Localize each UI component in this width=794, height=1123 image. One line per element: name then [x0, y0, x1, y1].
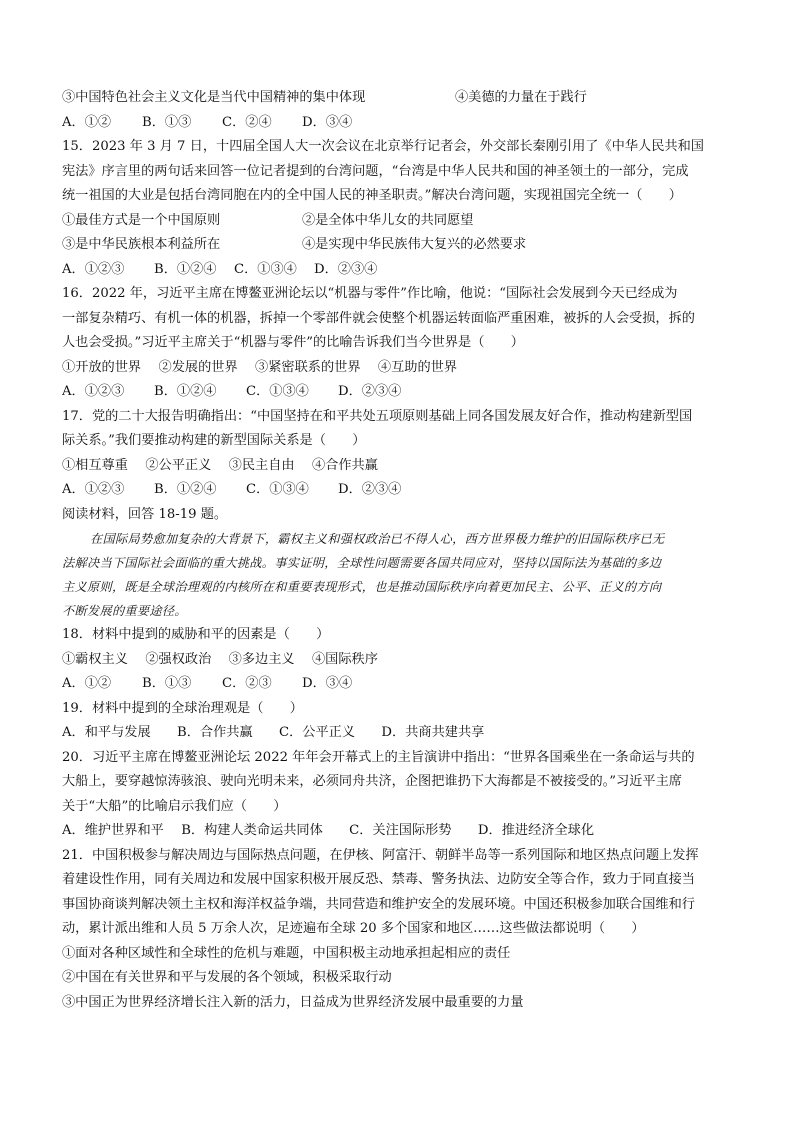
q20-stem-line-3: 关于“大船”的比喻启示我们应（ ） — [62, 798, 287, 814]
q15-option-b[interactable]: B．①②④ — [154, 261, 217, 277]
q18-option-b[interactable]: B．①③ — [142, 676, 192, 691]
q16-option-c[interactable]: C．①③④ — [246, 384, 309, 399]
q16-stem-line-1: 16．2022 年，习近平主席在博鳌亚洲论坛以“机器与零件”作比喻，他说：“国际社会发展到今天已经成为 — [62, 286, 678, 301]
q17-option-b[interactable]: B．①②④ — [154, 482, 217, 497]
q17-stem-line-2: 际关系。”我们要推动构建的新型国际关系是（ ） — [62, 433, 366, 448]
q15-stmt-3: ③是中华民族根本利益所在 — [62, 237, 221, 252]
q14-stmt-4: ④美德的力量在于践行 — [455, 90, 587, 105]
q21-stem-line-1: 21．中国积极参与解决周边与国际热点问题，在伊核、阿富汗、朝鲜半岛等一系列国际和地区热点问题上发挥 — [62, 847, 699, 863]
q21-stmt-3: ③中国正为世界经济增长注入新的活力，日益成为世界经济发展中最重要的力量 — [62, 994, 524, 1010]
q18-option-a[interactable]: A．①② — [62, 676, 112, 691]
q17-option-d[interactable]: D．②③④ — [338, 482, 402, 497]
q15-option-c[interactable]: C．①③④ — [234, 261, 297, 277]
q15-stem-line-3: 统一祖国的大业是包括台湾同胞在内的全中国人民的神圣职责。”解决台湾问题，实现祖国完全统一（ ） — [62, 188, 682, 203]
q19-stem: 19．材料中提到的全球治理观是（ ） — [62, 700, 303, 716]
q15-options — [62, 258, 752, 283]
q18-option-d[interactable]: D．③④ — [302, 676, 353, 691]
q15-stem-line-1: 15．2023 年 3 月 7 日，十四届全国人大一次会议在北京举行记者会，外交部长秦刚引用了《中华人民共和国 — [62, 139, 704, 154]
q18-statements: ①霸权主义 ②强权政治 ③多边主义 ④国际秩序 — [62, 651, 378, 667]
q19-options[interactable]: A．和平与发展 B．合作共赢 C．公平正义 D．共商共建共享 — [62, 725, 485, 740]
q15-stmt-4: ④是实现中华民族伟大复兴的必然要求 — [302, 237, 527, 252]
q17-statements: ①相互尊重 ②公平正义 ③民主自由 ④合作共赢 — [62, 457, 378, 473]
q16-option-d[interactable]: D．②③④ — [338, 384, 402, 399]
q21-stmt-1: ①面对各种区域性和全球性的危机与难题，中国积极主动地承担起相应的责任 — [62, 945, 511, 961]
reading-intro: 阅读材料，回答 18-19 题。 — [62, 506, 228, 522]
q14-option-c[interactable]: C．②④ — [222, 114, 272, 130]
q16-stem-line-3: 人也会受损。”习近平主席关于“机器与零件”的比喻告诉我们当今世界是（ ） — [62, 335, 524, 350]
q17-stem-line-1: 17．党的二十大报告明确指出：“中国坚持在和平共处五项原则基础上同各国发展友好合作，推动构建新型国 — [62, 408, 693, 424]
material-line-1: 在国际局势愈加复杂的大背景下，霸权主义和强权政治已不得人心，西方世界极力维护的旧国际秩序已无 — [90, 532, 665, 546]
q16-statements: ①开放的世界 ②发展的世界 ③紧密联系的世界 ④互助的世界 — [62, 359, 458, 375]
q20-stem-line-2: 大船上，要穿越惊涛骇浪、驶向光明未来，必须同舟共济，企图把谁扔下大海都是不被接受的。”习近平主席 — [62, 774, 682, 789]
q18-options — [62, 672, 752, 697]
material-line-4: 不断发展的重要途径。 — [62, 604, 187, 618]
exam-page — [62, 86, 752, 1015]
material-line-2: 法解决当下国际社会面临的重大挑战。事实证明，全球性问题需要各国共同应对，坚持以国际法为基础的多边 — [62, 556, 662, 570]
q14-options — [62, 111, 752, 136]
q15-stmt-2: ②是全体中华儿女的共同愿望 — [302, 212, 474, 228]
q20-options[interactable]: A．维护世界和平 B．构建人类命运共同体 C．关注国际形势 D．推进经济全球化 — [62, 823, 595, 838]
q21-stem-line-3: 事国协商谈判解决领土主权和海洋权益争端，共同营造和维护安全的发展环境。中国还积极参加联合国维和行 — [62, 896, 695, 912]
q14-statements — [62, 86, 752, 111]
q17-options — [62, 478, 752, 503]
q17-option-a[interactable]: A．①②③ — [62, 482, 125, 497]
q16-options — [62, 380, 752, 405]
q21-stem-line-4: 动，累计派出维和人员 5 万余人次，足迹遍布全球 20 多个国家和地区……这些做法都说明（ ） — [62, 921, 645, 936]
q16-stem-line-2: 一部复杂精巧、有机一体的机器，拆掉一个零部件就会使整个机器运转面临严重困难，被拆的人会受损，拆的 — [62, 310, 695, 326]
q21-stmt-2: ②中国在有关世界和平与发展的各个领域，积极采取行动 — [62, 970, 392, 985]
q16-option-a[interactable]: A．①②③ — [62, 384, 125, 399]
q15-stmt-1: ①最佳方式是一个中国原则 — [62, 212, 221, 228]
q21-stem-line-2: 着建设性作用，同有关周边和发展中国家积极开展反恐、禁毒、警务执法、边防安全等合作，致力于同直接当 — [62, 872, 695, 887]
q15-stem-line-2: 宪法》序言里的两句话来回答一位记者提到的台湾问题，“台湾是中华人民共和国的神圣领土的一部分，完成 — [62, 163, 689, 179]
q14-stmt-3: ③中国特色社会主义文化是当代中国精神的集中体现 — [62, 90, 366, 105]
q14-option-b[interactable]: B．①③ — [142, 114, 192, 130]
q18-stem: 18．材料中提到的威胁和平的因素是（ ） — [62, 627, 330, 642]
q20-stem-line-1: 20．习近平主席在博鳌亚洲论坛 2022 年年会开幕式上的主旨演讲中指出：“世界各国乘坐在一条命运与共的 — [62, 749, 695, 765]
q17-option-c[interactable]: C．①③④ — [246, 482, 309, 497]
q14-option-a[interactable]: A．①② — [62, 114, 112, 130]
q18-option-c[interactable]: C．②③ — [222, 676, 272, 691]
q15-option-a[interactable]: A．①②③ — [62, 261, 125, 277]
q15-statements-row-1 — [62, 209, 752, 234]
q15-statements-row-2 — [62, 233, 752, 258]
material-line-3: 主义原则，既是全球治理观的内核所在和重要表现形式，也是推动国际秩序向着更加民主、公平、正义的方向 — [62, 580, 662, 594]
q14-option-d[interactable]: D．③④ — [302, 114, 353, 130]
q15-option-d[interactable]: D．②③④ — [314, 261, 378, 277]
q16-option-b[interactable]: B．①②④ — [154, 384, 217, 399]
